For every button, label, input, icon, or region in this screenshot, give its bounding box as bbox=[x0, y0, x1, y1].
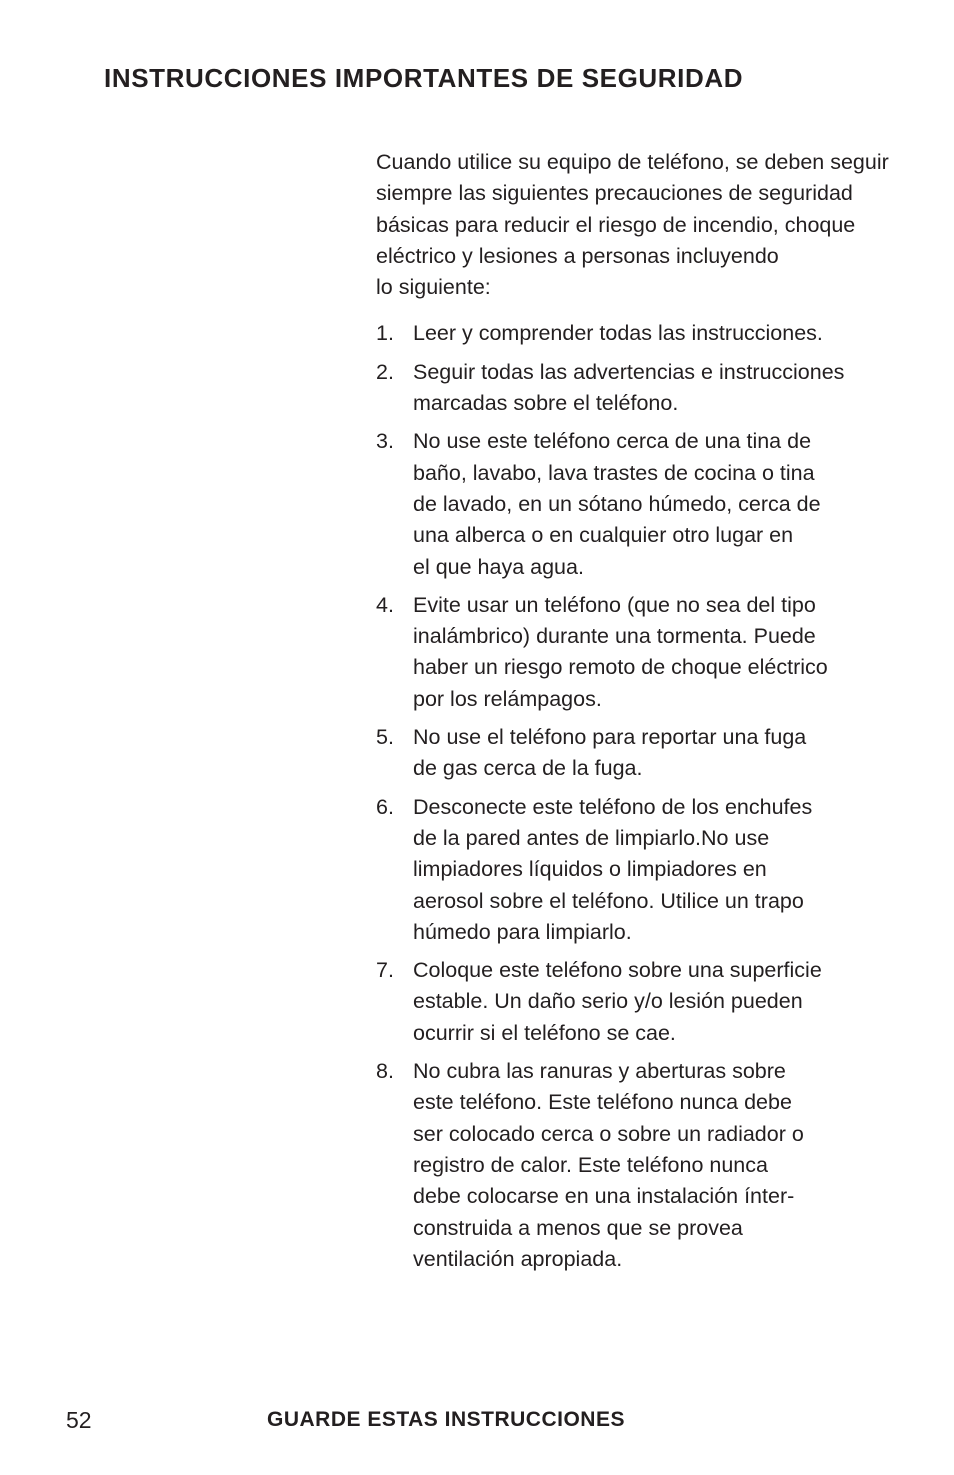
item-line: marcadas sobre el teléfono. bbox=[413, 391, 679, 416]
item-line: estable. Un daño serio y/o lesión pueden bbox=[413, 989, 803, 1014]
footer-note: GUARDE ESTAS INSTRUCCIONES bbox=[267, 1408, 625, 1431]
item-line: el que haya agua. bbox=[413, 554, 584, 579]
instruction-item-1 bbox=[376, 318, 916, 349]
item-line: No cubra las ranuras y aberturas sobre bbox=[413, 1059, 786, 1084]
item-line: de lavado, en un sótano húmedo, cerca de bbox=[413, 491, 821, 516]
item-number: 4. bbox=[376, 592, 394, 617]
item-number: 3. bbox=[376, 429, 394, 454]
item-line: ser colocado cerca o sobre un radiador o bbox=[413, 1121, 804, 1146]
item-line: No use este teléfono cerca de una tina de bbox=[413, 429, 812, 454]
page-title: INSTRUCCIONES IMPORTANTES DE SEGURIDAD bbox=[104, 63, 744, 93]
item-line: Evite usar un teléfono (que no sea del tipo bbox=[413, 592, 816, 617]
item-number: 7. bbox=[376, 958, 394, 983]
item-line: aerosol sobre el teléfono. Utilice un trapo bbox=[413, 888, 804, 913]
intro-line: eléctrico y lesiones a personas incluyendo bbox=[376, 243, 779, 268]
instruction-item-3 bbox=[376, 426, 916, 582]
main-content bbox=[376, 147, 916, 1282]
item-number: 5. bbox=[376, 725, 394, 750]
instruction-item-7 bbox=[376, 955, 916, 1049]
item-line: ventilación apropiada. bbox=[413, 1246, 623, 1271]
item-line: limpiadores líquidos o limpiadores en bbox=[413, 857, 767, 882]
intro-paragraph bbox=[376, 147, 916, 303]
item-line: por los relámpagos. bbox=[413, 686, 602, 711]
item-line: construida a menos que se provea bbox=[413, 1215, 743, 1240]
safety-instructions-list bbox=[376, 318, 916, 1275]
item-line: Leer y comprender todas las instrucciones. bbox=[413, 321, 823, 346]
intro-line: lo siguiente: bbox=[376, 275, 491, 300]
item-line: este teléfono. Este teléfono nunca debe bbox=[413, 1090, 792, 1115]
item-line: No use el teléfono para reportar una fuga bbox=[413, 725, 807, 750]
item-line: una alberca o en cualquier otro lugar en bbox=[413, 523, 794, 548]
instruction-item-6 bbox=[376, 792, 916, 948]
item-line: Desconecte este teléfono de los enchufes bbox=[413, 794, 813, 819]
intro-line: siempre las siguientes precauciones de seguridad bbox=[376, 181, 853, 206]
item-line: Coloque este teléfono sobre una superficie bbox=[413, 958, 822, 983]
item-line: registro de calor. Este teléfono nunca bbox=[413, 1152, 768, 1177]
item-line: Seguir todas las advertencias e instrucciones bbox=[413, 359, 845, 384]
instruction-item-2 bbox=[376, 357, 916, 420]
item-line: debe colocarse en una instalación ínter- bbox=[413, 1184, 795, 1209]
intro-line: básicas para reducir el riesgo de incendio, choque bbox=[376, 212, 856, 237]
item-line: haber un riesgo remoto de choque eléctrico bbox=[413, 655, 828, 680]
instruction-item-8 bbox=[376, 1056, 916, 1275]
item-line: húmedo para limpiarlo. bbox=[413, 919, 632, 944]
instruction-item-4 bbox=[376, 590, 916, 715]
page-number: 52 bbox=[66, 1407, 92, 1433]
item-number: 8. bbox=[376, 1059, 394, 1084]
item-line: baño, lavabo, lava trastes de cocina o tina bbox=[413, 460, 815, 485]
item-number: 2. bbox=[376, 359, 394, 384]
instruction-item-5 bbox=[376, 722, 916, 785]
item-line: ocurrir si el teléfono se cae. bbox=[413, 1020, 676, 1045]
item-number: 6. bbox=[376, 794, 394, 819]
item-line: inalámbrico) durante una tormenta. Puede bbox=[413, 624, 816, 649]
item-line: de gas cerca de la fuga. bbox=[413, 756, 643, 781]
intro-line: Cuando utilice su equipo de teléfono, se deben seguir bbox=[376, 150, 889, 174]
item-number: 1. bbox=[376, 321, 394, 346]
item-line: de la pared antes de limpiarlo.No use bbox=[413, 825, 770, 850]
